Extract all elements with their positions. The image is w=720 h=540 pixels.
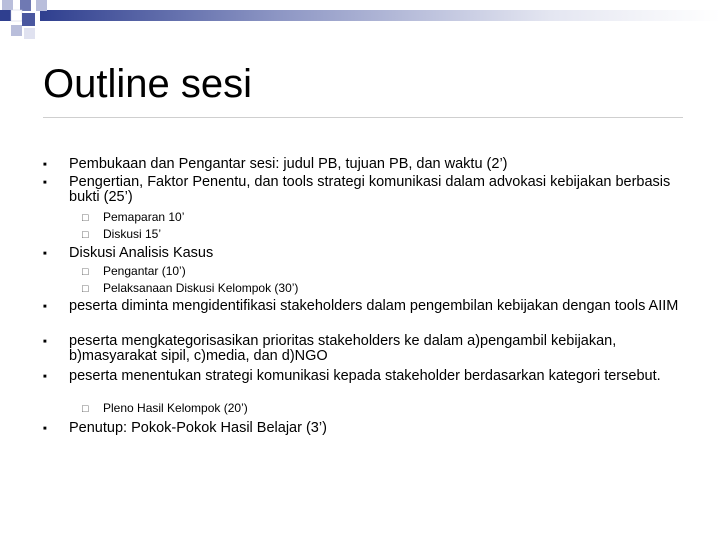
bullet-square: ■ [43,304,47,310]
header-decoration [0,0,720,40]
outline-item-definitions: Pengertian, Faktor Penentu, dan tools strategi komunikasi dalam advokasi kebijakan berbasis bukti (25’) [69,174,671,205]
title-underline [43,117,683,118]
bullet-hollow-square: □ [82,212,89,224]
bullet-square: ■ [43,339,47,345]
bullet-square: ■ [43,180,47,186]
outline-subitem-intro: Pengantar (10’) [103,264,186,278]
outline-item-categorize-stakeholders: peserta mengkategorisasikan prioritas stakeholders ke dalam a)pengambil kebijakan, b)masyarakat sipil, c)media, dan d)NGO [69,333,617,364]
bullet-square: ■ [43,426,47,432]
bullet-square: ■ [43,162,47,168]
bullet-hollow-square: □ [82,229,89,241]
outline-item-opening: Pembukaan dan Pengantar sesi: judul PB, tujuan PB, dan waktu (2’) [69,156,508,172]
bullet-square: ■ [43,251,47,257]
outline-item-closing: Penutup: Pokok-Pokok Hasil Belajar (3’) [69,420,327,436]
outline-subitem-presentation: Pemaparan 10’ [103,210,185,224]
outline-subitem-discussion: Diskusi 15’ [103,227,162,241]
bullet-hollow-square: □ [82,403,89,415]
outline-subitem-plenary: Pleno Hasil Kelompok (20’) [103,401,248,415]
outline-subitem-group-discussion: Pelaksanaan Diskusi Kelompok (30’) [103,281,299,295]
bullet-hollow-square: □ [82,266,89,278]
outline-item-identify-stakeholders: peserta diminta mengidentifikasi stakeholders dalam pengembilan kebijakan dengan tools AIIM [69,298,679,314]
outline-item-communication-strategy: peserta menentukan strategi komunikasi kepada stakeholder berdasarkan kategori tersebut. [69,368,661,384]
bullet-square: ■ [43,374,47,380]
bullet-hollow-square: □ [82,283,89,295]
outline-item-case-analysis: Diskusi Analisis Kasus [69,245,214,261]
slide-title: Outline sesi [43,62,252,106]
